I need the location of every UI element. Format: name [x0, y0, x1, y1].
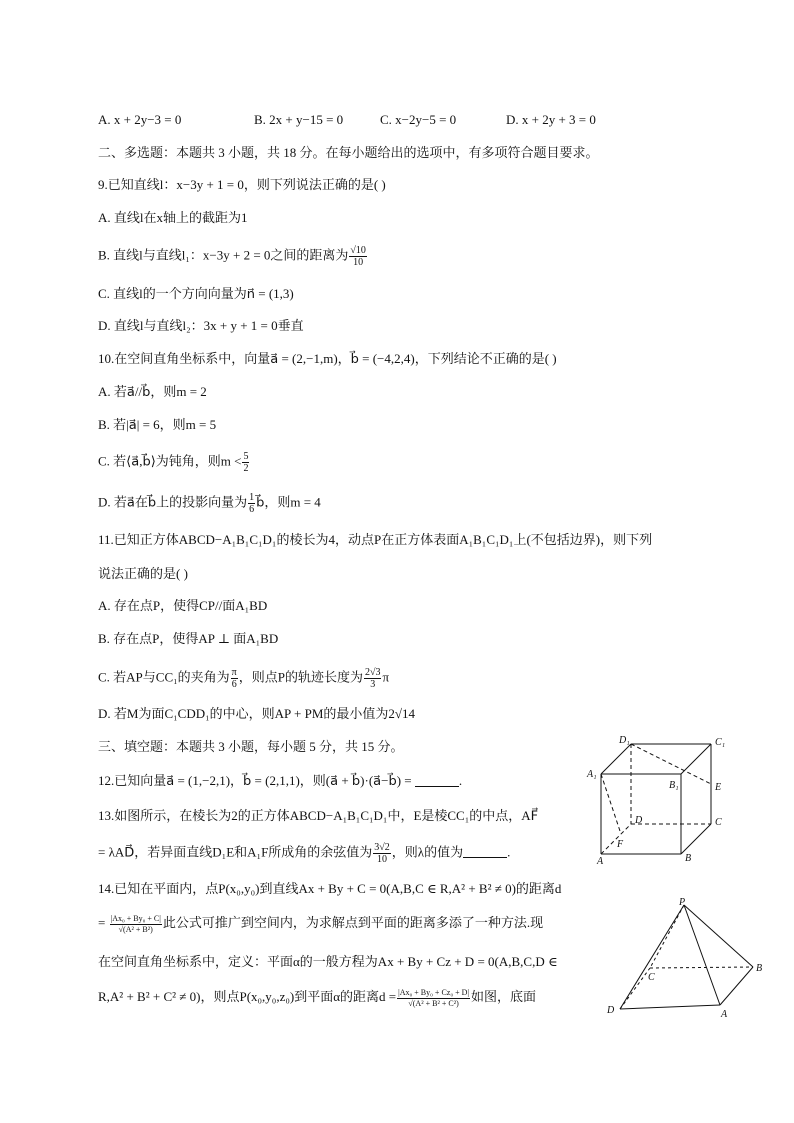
q14-line1: 14.已知在平面内，点P(x₀,y₀)到直线Ax + By + C = 0(A,B,C ∈ R,A² + B² ≠ 0)的距离d	[98, 881, 562, 896]
q10-stem: 10.在空间直角坐标系中，向量a⃗ = (2,−1,m)，b⃗ = (−4,2,4)，下列结论不正确的是( )	[98, 351, 557, 366]
edge-PD	[620, 905, 684, 1009]
q11-option-b: B. 存在点P，使得AP ⊥ 面A₁BD	[98, 631, 279, 646]
fraction-denominator: 10	[377, 854, 388, 865]
q9-option-b-text: B. 直线l与直线l₁：x−3y + 2 = 0之间的距离为	[98, 247, 349, 263]
label-D: D	[635, 815, 643, 826]
q14-line2-text: 此公式可推广到空间内，为求解点到平面的距离多添了一种方法.现	[162, 915, 544, 930]
edge-PC-hidden	[650, 905, 684, 968]
q11-option-d: D. 若M为面C₁CDD₁的中心，则AP + PM的最小值为2√14	[98, 706, 416, 721]
q11-option-a: A. 存在点P，使得CP//面A₁BD	[98, 598, 268, 613]
q9-option-b-fraction	[349, 245, 367, 268]
q10-option-c	[98, 451, 250, 474]
fraction-numerator: |Ax₀ + By₀ + C|	[110, 913, 161, 923]
q11-option-c	[98, 667, 389, 690]
fraction-numerator: 2√3	[364, 667, 381, 678]
q11-option-c-fraction-length	[364, 667, 382, 690]
fraction-denominator: 6	[249, 504, 255, 515]
fraction-denominator: 2	[243, 463, 249, 474]
q9-option-d: D. 直线l与直线l₂：3x + y + 1 = 0垂直	[98, 318, 304, 333]
pyramid-figure	[603, 897, 773, 1022]
label-B: B	[756, 963, 763, 974]
q13-end: .	[507, 844, 511, 860]
q11-stem-line1: 11.已知正方体ABCD−A₁B₁C₁D₁的棱长为4，动点P在正方体表面A₁B₁C₁D₁上(不包括边界)，则下列	[98, 532, 653, 547]
edge-A1D1	[601, 744, 631, 774]
edge-AD-hidden	[601, 824, 631, 854]
label-B1: B₁	[669, 780, 679, 791]
label-E: E	[715, 782, 722, 793]
fraction-numerator: |Ax₀ + By₀ + Cz₀ + D|	[398, 987, 470, 997]
q10-option-a: A. 若a⃗//b⃗，则m = 2	[98, 384, 207, 399]
edge-AB	[720, 967, 753, 1005]
edge-PA	[684, 905, 720, 1005]
label-D: D	[607, 1005, 615, 1016]
q10-option-c-fraction	[242, 451, 249, 474]
label-A1: A₁	[587, 769, 597, 780]
q14-line4	[98, 987, 536, 1009]
label-F: F	[617, 839, 624, 850]
q9-stem: 9.已知直线l：x−3y + 1 = 0，则下列说法正确的是( )	[98, 177, 386, 192]
fraction-numerator: π	[231, 667, 237, 678]
edge-B1C1	[681, 744, 711, 774]
q13-stem-line2	[98, 842, 510, 865]
q11-stem-line2: 说法正确的是( )	[98, 566, 188, 581]
fraction-numerator: 3√2	[374, 842, 390, 853]
fraction-denominator: √(A² + B²)	[118, 924, 153, 934]
q8-options	[98, 110, 596, 130]
fraction-numerator: √10	[350, 245, 366, 256]
fraction-numerator: 1	[249, 492, 255, 503]
label-A: A	[597, 856, 604, 867]
q10-option-d-text: D. 若a⃗在b⃗上的投影向量为	[98, 494, 248, 510]
q13-stem-suffix: ，则λ的值为	[391, 844, 464, 860]
edge-PB	[684, 905, 753, 967]
label-D1: D₁	[619, 735, 630, 746]
edge-CB-hidden	[650, 967, 753, 968]
q13-stem-line1: 13.如图所示，在棱长为2的正方体ABCD−A₁B₁C₁D₁中，E是棱CC₁的中点，AF⃗	[98, 808, 539, 823]
q12-end: .	[458, 773, 463, 788]
q8-option-b: B. 2x + y−15 = 0	[254, 112, 344, 127]
edge-DA	[620, 1005, 720, 1009]
q8-option-a: A. x + 2y−3 = 0	[98, 112, 182, 127]
q8-option-d: D. x + 2y + 3 = 0	[506, 112, 596, 127]
q9-option-c: C. 直线l的一个方向向量为n⃗ = (1,3)	[98, 286, 294, 301]
q11-option-c-mid: ，则点P的轨迹长度为	[238, 669, 363, 685]
fraction-denominator: 6	[231, 679, 237, 690]
q14-line4-prefix: R,A² + B² + C² ≠ 0)，则点P(x₀,y₀,z₀)到平面α的距离d =	[98, 989, 397, 1004]
q13-fraction	[373, 842, 391, 865]
q10-option-b: B. 若|a⃗| = 6，则m = 5	[98, 417, 217, 432]
q14-line3: 在空间直角坐标系中，定义：平面α的一般方程为Ax + By + Cz + D = 0(A,B,C,D ∈	[98, 954, 558, 969]
segment-A1F	[601, 774, 621, 834]
edge-BC	[681, 824, 711, 854]
segment-D1E	[631, 744, 711, 784]
q14-distance-3d-fraction	[397, 988, 470, 1009]
label-P: P	[679, 897, 686, 908]
q10-option-d-fraction	[248, 492, 255, 515]
q9-option-a: A. 直线l在x轴上的截距为1	[98, 210, 248, 225]
q10-option-d-suffix: b⃗，则m = 4	[256, 494, 321, 510]
q11-option-c-fraction-angle	[231, 667, 238, 690]
q14-distance-2d-fraction	[110, 914, 162, 935]
q10-option-c-text: C. 若⟨a⃗,b⃗⟩为钝角，则m <	[98, 453, 242, 469]
cube-figure	[583, 732, 743, 867]
q11-option-c-text: C. 若AP与CC₁的夹角为	[98, 669, 230, 685]
label-C1: C₁	[715, 737, 726, 748]
fraction-denominator: 10	[353, 257, 364, 268]
q12-answer-blank[interactable]	[415, 774, 459, 787]
label-B: B	[685, 853, 692, 864]
q11-option-c-suffix: π	[382, 669, 390, 685]
q8-option-c: C. x−2y−5 = 0	[380, 112, 457, 127]
label-C: C	[648, 972, 655, 983]
fraction-denominator: 3	[370, 679, 376, 690]
q13-answer-blank[interactable]	[463, 845, 507, 858]
q12-stem	[98, 771, 462, 791]
q14-line4-suffix: 如图，底面	[471, 989, 537, 1004]
q13-stem-prefix: = λAD⃗，若异面直线D₁E和A₁F所成角的余弦值为	[98, 844, 373, 860]
section2-heading: 二、多选题：本题共 3 小题，共 18 分。在每小题给出的选项中，有多项符合题目要求。	[98, 145, 599, 160]
fraction-denominator: √(A² + B² + C²)	[408, 998, 459, 1008]
equals-sign: =	[98, 915, 109, 930]
q9-option-b	[98, 245, 368, 268]
fraction-numerator: 5	[243, 451, 249, 462]
q12-stem-text: 12.已知向量a⃗ = (1,−2,1)，b⃗ = (2,1,1)，则(a⃗ + b⃗)·(a⃗−b⃗) =	[98, 773, 412, 788]
label-A: A	[721, 1009, 728, 1020]
label-C: C	[715, 817, 722, 828]
edge-DC-hidden	[620, 968, 650, 1009]
q10-option-d	[98, 492, 321, 515]
section3-heading: 三、填空题：本题共 3 小题，每小题 5 分，共 15 分。	[98, 739, 404, 754]
q14-line2	[98, 913, 543, 935]
